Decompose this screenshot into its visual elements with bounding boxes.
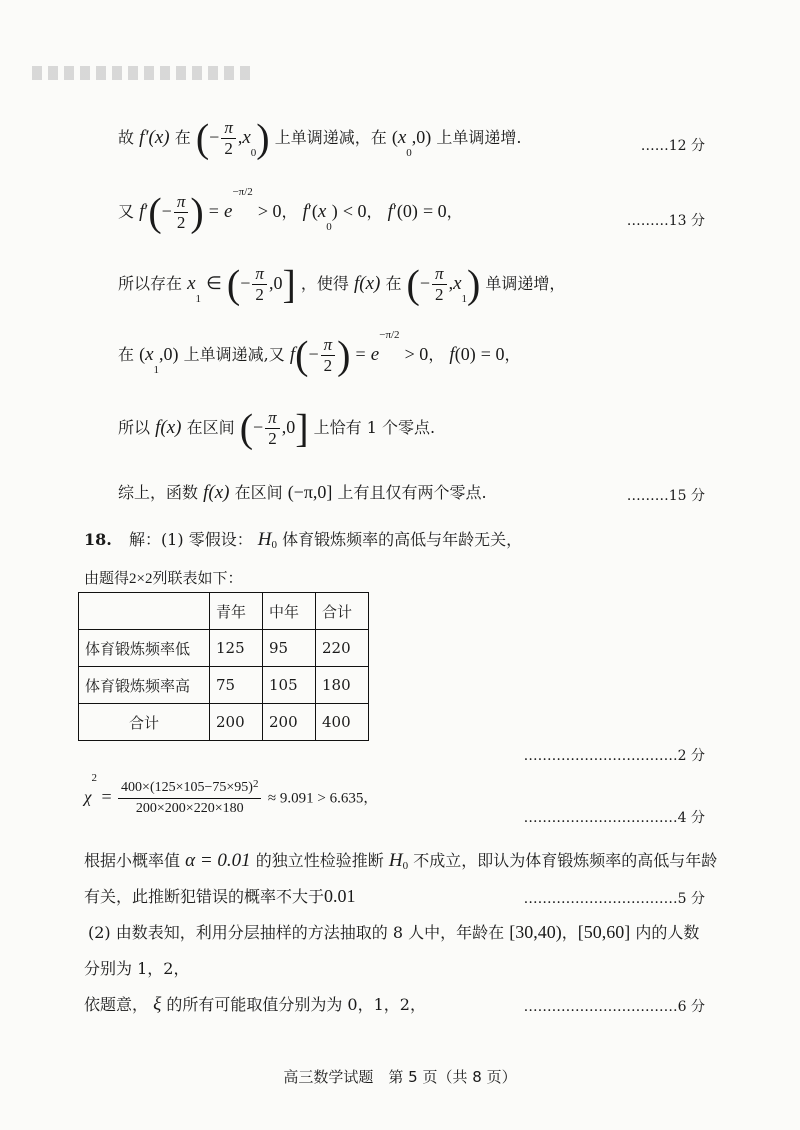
text: 综上，函数 xyxy=(118,483,199,502)
score-15: ………15 分 xyxy=(626,488,705,504)
score-5: ……………………………5 分 xyxy=(523,891,705,907)
text: 又 xyxy=(118,202,135,221)
fraction-pi-2: $\frac{\pi}{2}$ xyxy=(265,408,280,449)
chi-square-fraction: $\frac{400\times(125\times 105-75\times 95)^2}{200\times 200\times 220\times 180}$ xyxy=(118,778,261,819)
table-cell: 95 xyxy=(263,630,316,667)
score-6: ……………………………6 分 xyxy=(523,999,705,1015)
table-row xyxy=(79,630,369,667)
table-cell xyxy=(79,593,210,630)
table-cell: 体育锻炼频率低 xyxy=(79,630,210,667)
solution-line-2: 又 f′(− $\frac{\pi}{2}$ ) = $e^{-\pi/2} > 0$， f′(x0) < 0， f′(0) = 0， xyxy=(118,186,463,235)
table-cell: 中年 xyxy=(263,593,316,630)
decision-line-2: 有关，此推断犯错误的概率不大于0.01 xyxy=(84,886,356,906)
score-13: ………13 分 xyxy=(626,213,705,229)
text: 上单调递增. xyxy=(436,128,522,147)
text: 上有且仅有两个零点. xyxy=(337,483,487,502)
fraction-pi-2: $\frac{\pi}{2}$ xyxy=(221,118,236,159)
part2-line-1: (2) 由数表知，利用分层抽样的方法抽取的 8 人中，年龄在 [30,40)，[50,60] 内的人数 xyxy=(88,922,700,942)
table-cell: 180 xyxy=(316,667,369,704)
text: 在 xyxy=(385,274,402,293)
text: 在区间 xyxy=(186,418,235,437)
text: 单调递增， xyxy=(485,274,566,293)
solution-line-4: 在 (x1,0) 上单调递减,又 f(− $\frac{\pi}{2}$ ) = $e^{-\pi/2} > 0$， f(0) = 0， xyxy=(118,329,521,378)
table-intro: 由题得2×2列联表如下： xyxy=(84,569,243,587)
text: 解：(1) 零假设： xyxy=(128,530,253,549)
table-cell: 200 xyxy=(210,704,263,741)
contingency-table xyxy=(78,592,369,741)
math-fprime: f′(x) xyxy=(139,127,170,148)
text: 上单调递减,又 xyxy=(183,345,285,364)
fraction-pi-2: $\frac{\pi}{2}$ xyxy=(174,192,189,233)
chi-square-formula: $\chi^2$ = $\frac{400\times(125\times 105-75\times 95)^2}{200\times 200\times 220\times 180}$ ≈ 9.091 > 6.635， xyxy=(84,778,377,819)
fraction-pi-2: $\frac{\pi}{2}$ xyxy=(252,264,267,305)
table-cell: 200 xyxy=(263,704,316,741)
table-cell: 125 xyxy=(210,630,263,667)
score-2: ……………………………2 分 xyxy=(523,748,705,764)
solution-line-6: 综上，函数 f(x) 在区间 (−π,0] 上有且仅有两个零点. xyxy=(118,482,487,503)
part2-line-2: 分别为 1，2， xyxy=(84,959,190,978)
paren-open: ( xyxy=(195,115,210,161)
table-row xyxy=(79,667,369,704)
score-12: ……12 分 xyxy=(640,138,705,154)
table-cell: 400 xyxy=(316,704,369,741)
scan-artifact xyxy=(32,66,252,80)
score-4: ……………………………4 分 xyxy=(523,810,705,826)
table-cell: 105 xyxy=(263,667,316,704)
part3-line: 依题意， ξ 的所有可能取值分别为为 0，1，2， xyxy=(84,994,426,1015)
paren-close: ) xyxy=(256,115,270,161)
q18-intro: 18. 解：(1) 零假设： H0 体育锻炼频率的高低与年龄无关， xyxy=(84,529,523,551)
solution-line-1: 故 f′(x) 在 (− $\frac{\pi}{2}$ ,x0) 上单调递减，在 (x0,0) 上单调递增. xyxy=(118,115,522,161)
question-number: 18. xyxy=(84,530,112,549)
text: 体育锻炼频率的高低与年龄无关， xyxy=(282,530,523,549)
text: 在区间 xyxy=(234,483,283,502)
text: 在 xyxy=(118,345,135,364)
text: 故 xyxy=(118,128,135,147)
solution-line-5: 所以 f(x) 在区间 (− $\frac{\pi}{2}$ ,0] 上恰有 1 个零点. xyxy=(118,405,436,451)
solution-line-3: 所以存在 x1 ∈ (− $\frac{\pi}{2}$ ,0] ，使得 f(x) 在 (− $\frac{\pi}{2}$ ,x1) 单调递增， xyxy=(118,261,566,307)
fraction-pi-2: $\frac{\pi}{2}$ xyxy=(321,335,336,376)
fraction-pi-2: $\frac{\pi}{2}$ xyxy=(432,264,447,305)
table-cell: 75 xyxy=(210,667,263,704)
decision-line-1: 根据小概率值 α = 0.01 的独立性检验推断 H0 不成立，即认为体育锻炼频率的高低与年龄 xyxy=(84,850,718,872)
table-cell: 合计 xyxy=(316,593,369,630)
text: 上恰有 1 个零点. xyxy=(313,418,436,437)
text: 所以存在 xyxy=(118,274,183,293)
table-cell: 合计 xyxy=(79,704,210,741)
table-row xyxy=(79,704,369,741)
table-header-row xyxy=(79,593,369,630)
table-cell: 体育锻炼频率高 xyxy=(79,667,210,704)
page-footer: 高三数学试题 第 5 页（共 8 页） xyxy=(283,1068,517,1086)
table-cell: 220 xyxy=(316,630,369,667)
text: 上单调递减，在 xyxy=(274,128,387,147)
table-cell: 青年 xyxy=(210,593,263,630)
text: 所以 xyxy=(118,418,151,437)
text: ，使得 xyxy=(300,274,349,293)
